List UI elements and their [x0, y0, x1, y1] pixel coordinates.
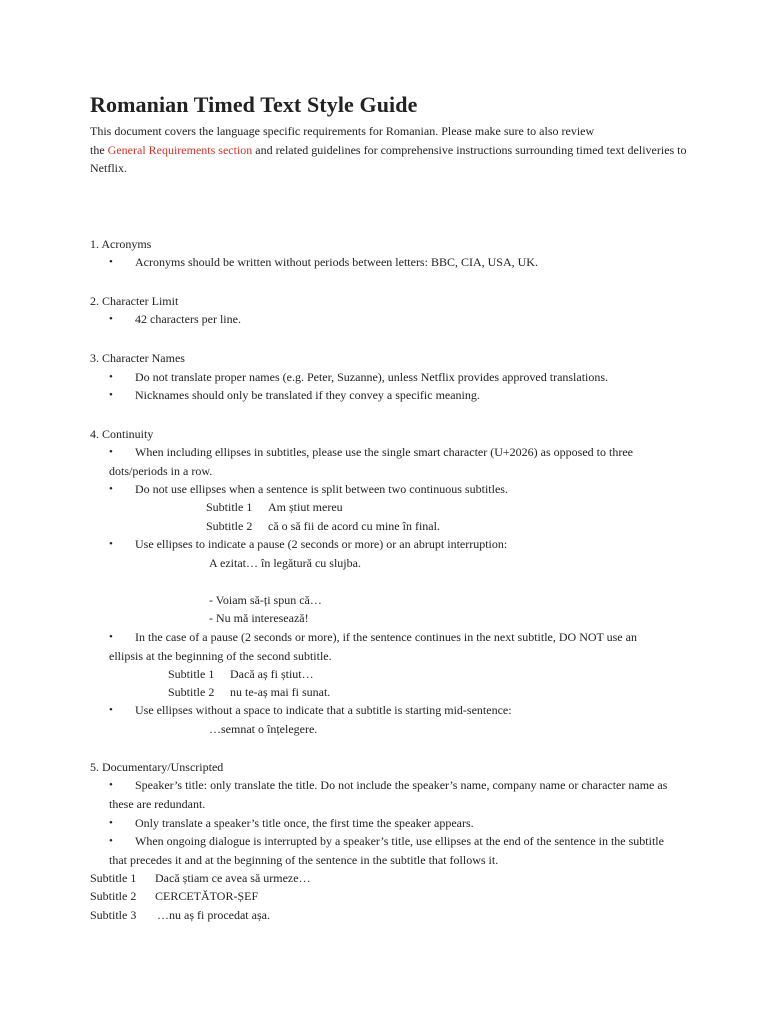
list-item: • Do not translate proper names (e.g. Peter, Suzanne), unless Netflix provides approved translations. [109, 368, 669, 387]
example-text: CERCETĂTOR-ȘEF [155, 889, 259, 903]
example-text: Dacă știam ce avea să urmeze… [155, 871, 311, 885]
intro-paragraph [90, 122, 690, 178]
section-heading-character-names: 3. Character Names [90, 351, 185, 365]
example-text: …nu aș fi procedat așa. [157, 908, 270, 922]
example-label: Subtitle 1 [206, 500, 253, 514]
example-label: Subtitle 2 [90, 889, 137, 903]
list-item: • Only translate a speaker’s title once, the first time the speaker appears. [109, 814, 669, 833]
section-heading-acronyms: 1. Acronyms [90, 237, 152, 251]
list-item: • In the case of a pause (2 seconds or more), if the sentence continues in the next subtitle, DO NOT use an ellipsis at the beginning of the second subtitle. [109, 628, 669, 665]
list-item: • Do not use ellipses when a sentence is split between two continuous subtitles. [109, 480, 669, 499]
list-item: • Use ellipses without a space to indicate that a subtitle is starting mid-sentence: [109, 701, 669, 720]
intro-line1: This document covers the language specific requirements for Romanian. Please make sure to also review [90, 124, 595, 138]
example-text: A ezitat… în legătură cu slujba. [209, 556, 361, 570]
example-label: Subtitle 1 [90, 871, 137, 885]
list-item: • When ongoing dialogue is interrupted by a speaker’s title, use ellipses at the end of the sentence in the subtitle that precedes it and at the beginning of the sentence in the subtitle that follows it. [109, 832, 669, 869]
general-requirements-link[interactable]: General Requirements section [107, 142, 253, 157]
document-title: Romanian Timed Text Style Guide [90, 92, 418, 117]
example-text: Am știut mereu [268, 500, 343, 514]
section-heading-documentary: 5. Documentary/Unscripted [90, 760, 224, 774]
example-text: - Nu mă interesează! [209, 611, 309, 625]
example-text: - Voiam să-ți spun că… [209, 593, 322, 607]
list-item: • When including ellipses in subtitles, please use the single smart character (U+2026) as opposed to three dots/periods in a row. [109, 443, 669, 480]
example-text: că o să fii de acord cu mine în final. [268, 519, 440, 533]
list-item: • Use ellipses to indicate a pause (2 seconds or more) or an abrupt interruption: [109, 535, 669, 554]
example-label: Subtitle 3 [90, 908, 137, 922]
section-heading-continuity: 4. Continuity [90, 427, 154, 441]
example-text: Dacă aș fi știut… [230, 667, 314, 681]
list-item: • Nicknames should only be translated if they convey a specific meaning. [109, 386, 669, 405]
example-text: nu te-aș mai fi sunat. [230, 685, 331, 699]
example-text: …semnat o înțelegere. [209, 722, 318, 736]
list-item: • Acronyms should be written without periods between letters: BBC, CIA, USA, UK. [109, 253, 669, 272]
list-item: • Speaker’s title: only translate the title. Do not include the speaker’s name, company name or character name as these are redundant. [109, 776, 669, 813]
intro-post-link: and related guidelines for comprehensive instructions surrounding timed text deliveries to Netflix. [90, 142, 687, 175]
example-label: Subtitle 2 [168, 685, 215, 699]
example-label: Subtitle 2 [206, 519, 253, 533]
intro-pre-link: the [90, 142, 108, 157]
example-label: Subtitle 1 [168, 667, 215, 681]
list-item: • 42 characters per line. [109, 310, 669, 329]
section-heading-character-limit: 2. Character Limit [90, 294, 179, 308]
